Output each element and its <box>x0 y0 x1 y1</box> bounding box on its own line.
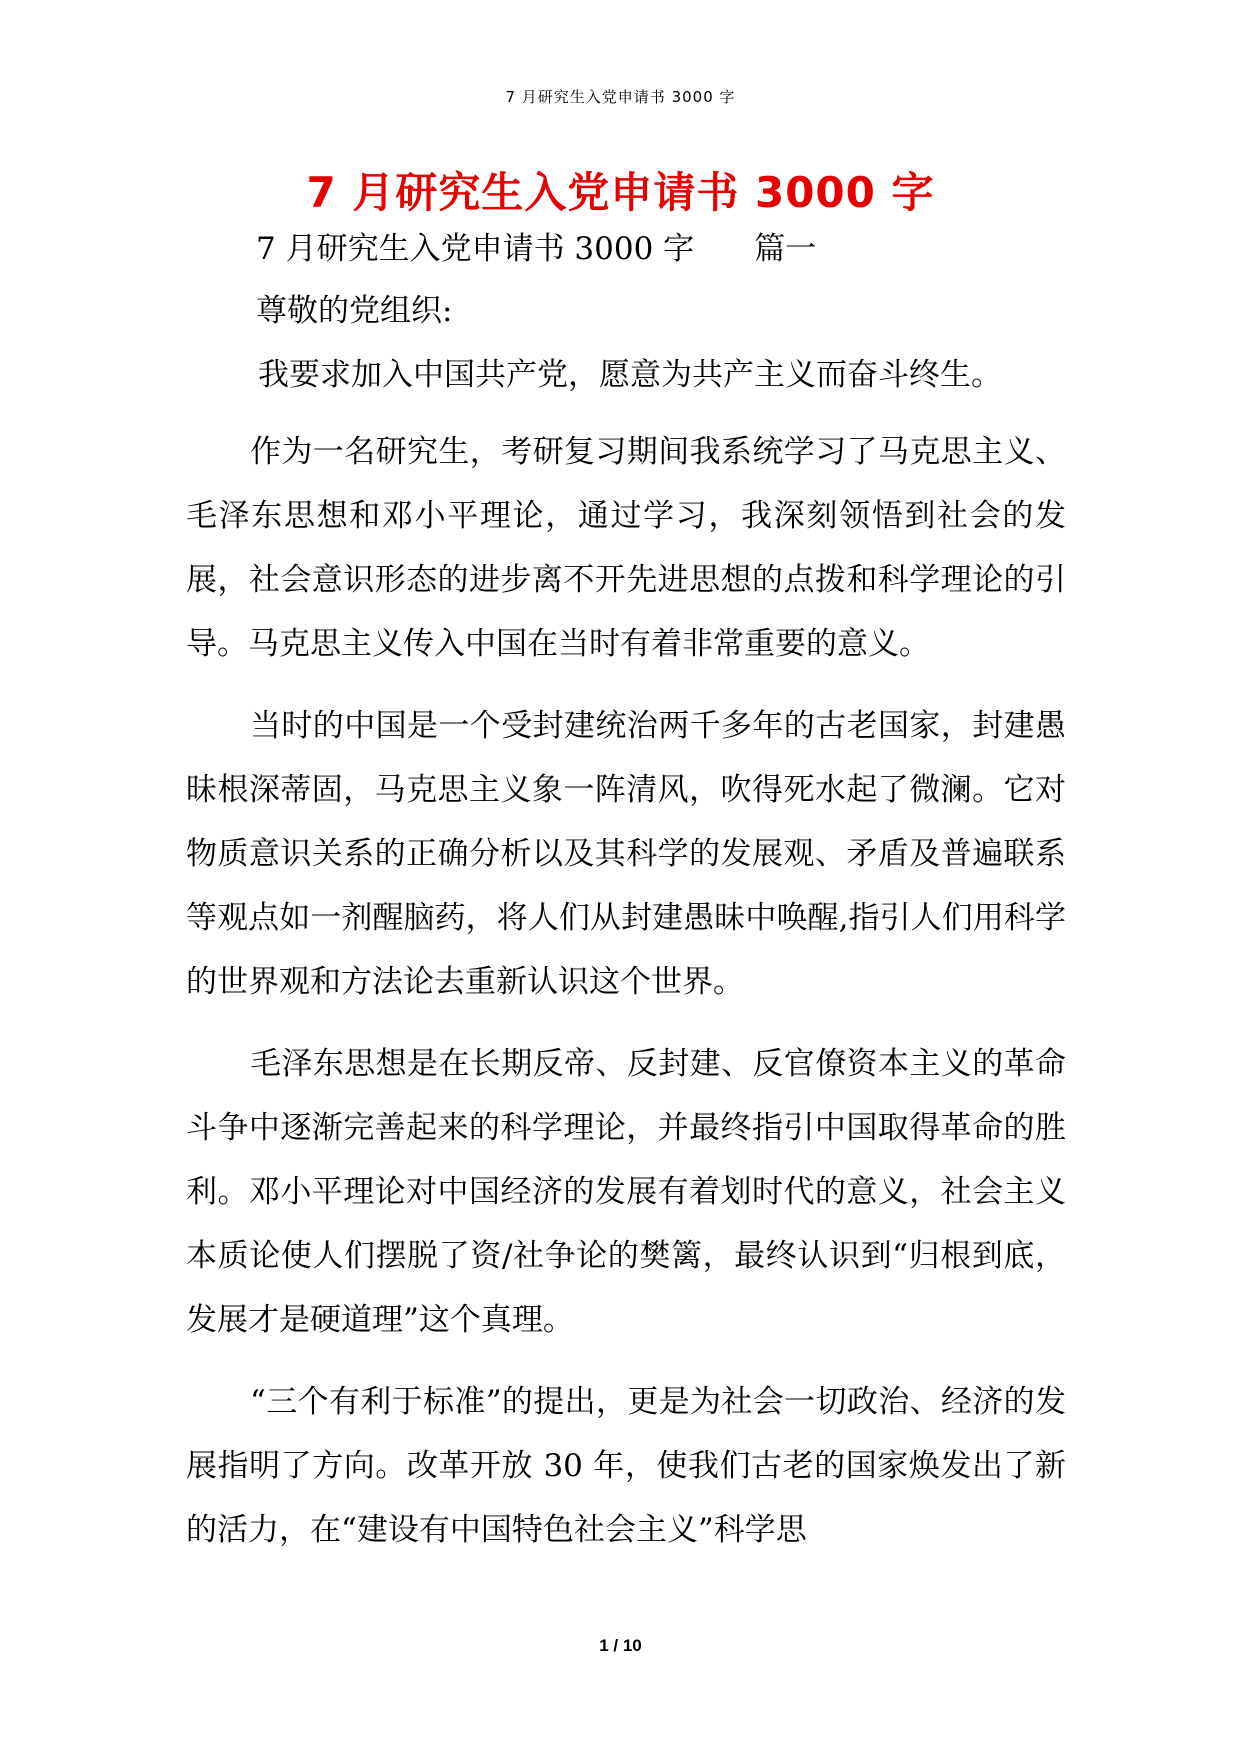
paragraph: “三个有利于标准”的提出，更是为社会一切政治、经济的发展指明了方向。改革开放 30 年，使我们古老的国家焕发出了新的活力，在“建设有中国特色社会主义”科学思 <box>186 1384 1066 1548</box>
paragraph: 我要求加入中国共产党，愿意为共产主义而奋斗终生。 <box>258 357 1002 393</box>
subtitle-text: 7 月研究生入党申请书 3000 字 <box>256 231 695 267</box>
document-body <box>186 226 1066 1580</box>
document-title: 7 月研究生入党申请书 3000 字 <box>306 168 935 217</box>
running-header: 7 月研究生入党申请书 3000 字 <box>505 88 736 106</box>
paragraph: 作为一名研究生，考研复习期间我系统学习了马克思主义、毛泽东思想和邓小平理论，通过学习，我深刻领悟到社会的发展，社会意识形态的进步离不开先进思想的点拨和科学理论的引导。马克思主义传入中国在当时有着非常重要的意义。 <box>186 434 1066 662</box>
paragraph: 当时的中国是一个受封建统治两千多年的古老国家，封建愚昧根深蒂固，马克思主义象一阵清风，吹得死水起了微澜。它对物质意识关系的正确分析以及其科学的发展观、矛盾及普遍联系等观点如一剂醒脑药，将人们从封建愚昧中唤醒,指引人们用科学的世界观和方法论去重新认识这个世界。 <box>186 708 1066 1000</box>
subtitle <box>186 226 1066 272</box>
page-number: 1 / 10 <box>599 1636 642 1655</box>
salutation: 尊敬的党组织: <box>256 293 453 329</box>
subtitle-part: 篇一 <box>754 231 817 267</box>
paragraph: 毛泽东思想是在长期反帝、反封建、反官僚资本主义的革命斗争中逐渐完善起来的科学理论，并最终指引中国取得革命的胜利。邓小平理论对中国经济的发展有着划时代的意义，社会主义本质论使人们摆脱了资/社争论的樊篱，最终认识到“归根到底，发展才是硬道理”这个真理。 <box>186 1046 1066 1338</box>
